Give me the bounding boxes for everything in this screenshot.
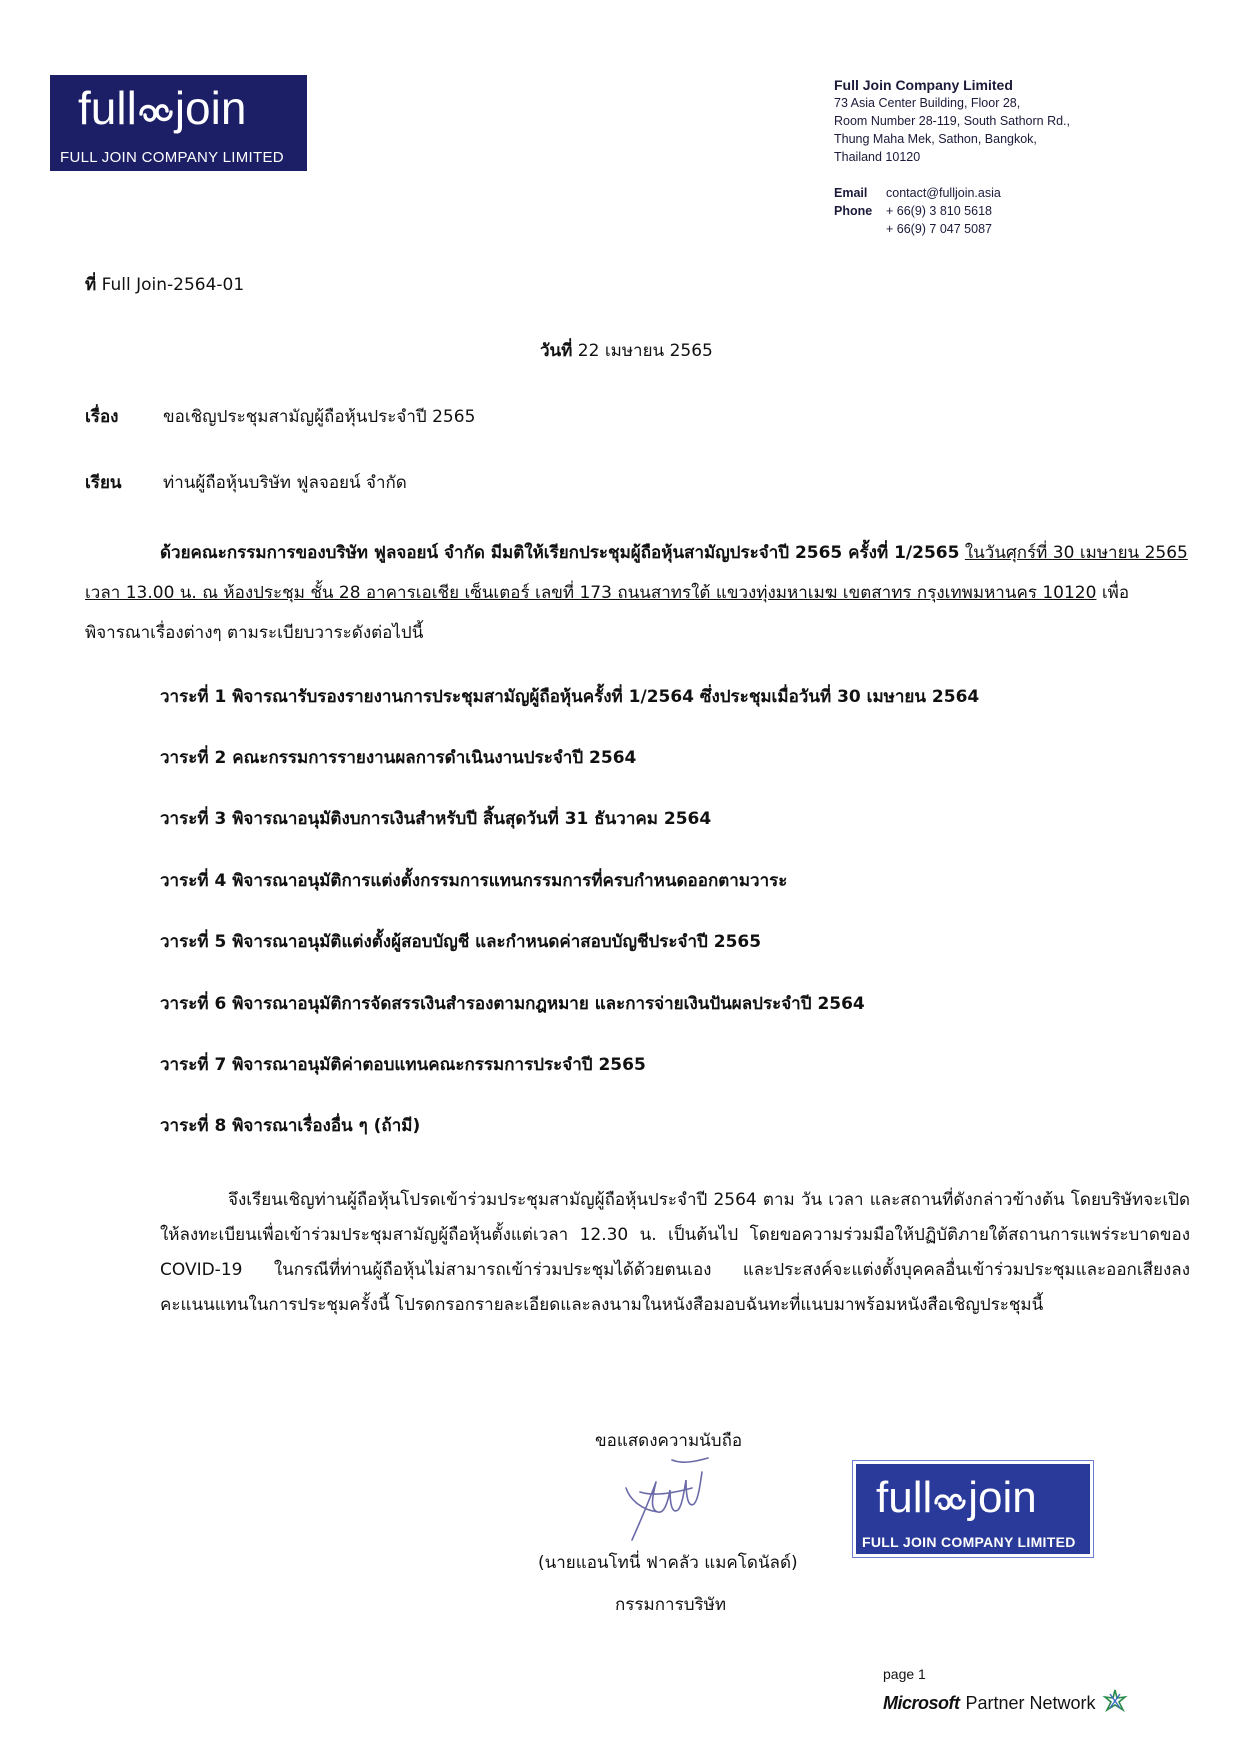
agenda-item: วาระที่ 5 พิจารณาอนุมัติแต่งตั้งผู้สอบบัญชี และกำหนดค่าสอบบัญชีประจำปี 2565 — [160, 932, 762, 952]
meeting-details: ในวันศุกร์ที่ 30 เมษายน 2565 เวลา 13.00 น. ณ ห้องประชุม ชั้น 28 อาคารเอเชีย เซ็นเตอร์ เลขที่ 173 ถนนสาทรใต้ แขวงทุ่งมหาเมฆ เขตสาทร กรุงเทพมหานคร 10120 — [85, 543, 1188, 603]
agenda-item: วาระที่ 6 พิจารณาอนุมัติการจัดสรรเงินสำรองตามกฎหมาย และการจ่ายเงินปันผลประจำปี 2564 — [160, 994, 865, 1014]
closing-text: จึงเรียนเชิญท่านผู้ถือหุ้นโปรดเข้าร่วมประชุมสามัญผู้ถือหุ้นประจำปี 2564 ตาม วัน เวลา และสถานที่ดังกล่าวข้างต้น โดยบริษัทจะเปิดให้ลงทะเบียนเพื่อเข้าร่วมประชุมสามัญผู้ถือหุ้นตั้งแต่เวลา 12.30 น. เป็นต้นไป โดยขอความร่วมมือให้ปฏิบัติภายใต้สถานการแพร่ระบาดของ COVID-19 ในกรณีที่ท่านผู้ถือหุ้นไม่สามารถเข้าร่วมประชุมได้ด้วยตนเอง และประสงค์จะแต่งตั้งบุคคลอื่นเข้าร่วมประชุมและออกเสียงลงคะแนนแทนในการประชุมครั้งนี้ โปรดกรอกรายละเอียดและลงนามในหนังสือมอบฉันทะที่แนบมาพร้อมหนังสือเชิญประชุมนี้ — [160, 1190, 1190, 1315]
logo-word-left: full — [78, 82, 137, 134]
agenda-item: วาระที่ 1 พิจารณารับรองรายงานการประชุมสามัญผู้ถือหุ้นครั้งที่ 1/2564 ซึ่งประชุมเมื่อวันที่ 30 เมษายน 2564 — [160, 687, 980, 707]
email-value[interactable]: contact@fulljoin.asia — [886, 186, 1001, 200]
company-name: Full Join Company Limited — [834, 77, 1013, 93]
subject-value: ขอเชิญประชุมสามัญผู้ถือหุ้นประจำปี 2565 — [163, 407, 476, 427]
date-label: วันที่ — [540, 341, 573, 361]
recipient-label: เรียน — [85, 473, 122, 493]
regards-text: ขอแสดงความนับถือ — [595, 1431, 743, 1451]
partner-badge — [883, 1688, 1128, 1719]
handwritten-signature — [612, 1452, 722, 1552]
company-info — [834, 76, 1070, 238]
partner-star-icon — [1102, 1688, 1128, 1719]
logo-word-right: join — [968, 1473, 1037, 1522]
ref-value: Full Join-2564-01 — [101, 275, 245, 295]
phone-value: + 66(9) 7 047 5087 — [886, 222, 992, 236]
recipient-line — [85, 470, 407, 496]
logo-subtitle: FULL JOIN COMPANY LIMITED — [862, 1534, 1076, 1550]
logo-wordmark — [876, 1473, 1037, 1522]
logo-word-right: join — [174, 82, 247, 134]
closing-paragraph — [160, 1183, 1190, 1323]
address-line: 73 Asia Center Building, Floor 28, — [834, 96, 1021, 110]
agenda-item: วาระที่ 3 พิจารณาอนุมัติงบการเงินสำหรับปี สิ้นสุดวันที่ 31 ธันวาคม 2564 — [160, 809, 712, 829]
logo-link-icon — [932, 1480, 968, 1508]
subject-line — [85, 404, 475, 430]
date-line — [540, 338, 713, 364]
ref-label: ที่ — [85, 275, 97, 295]
logo-word-left: full — [876, 1473, 933, 1522]
reference-line — [85, 272, 244, 298]
phone-label: Phone — [834, 204, 873, 218]
address-line: Thung Maha Mek, Sathon, Bangkok, — [834, 132, 1037, 146]
agenda-item: วาระที่ 8 พิจารณาเรื่องอื่น ๆ (ถ้ามี) — [160, 1116, 421, 1136]
subject-label: เรื่อง — [85, 407, 119, 427]
page-number: page 1 — [883, 1666, 926, 1682]
agenda-item: วาระที่ 4 พิจารณาอนุมัติการแต่งตั้งกรรมการแทนกรรมการที่ครบกำหนดออกตามวาระ — [160, 871, 788, 891]
agenda-item: วาระที่ 2 คณะกรรมการรายงานผลการดำเนินงานประจำปี 2564 — [160, 748, 637, 768]
company-logo-bottom — [853, 1461, 1093, 1557]
signer-name: (นายแอนโทนี่ ฟาคลัว แมคโดนัลด์) — [538, 1553, 798, 1573]
email-label: Email — [834, 186, 868, 200]
logo-link-icon — [137, 89, 175, 119]
agenda-item: วาระที่ 7 พิจารณาอนุมัติค่าตอบแทนคณะกรรมการประจำปี 2565 — [160, 1055, 646, 1075]
recipient-value: ท่านผู้ถือหุ้นบริษัท ฟูลจอยน์ จำกัด — [163, 473, 407, 493]
address-line: Room Number 28-119, South Sathorn Rd., — [834, 114, 1071, 128]
date-value: 22 เมษายน 2565 — [577, 341, 713, 361]
intro-bold: ด้วยคณะกรรมการของบริษัท ฟูลจอยน์ จำกัด มีมติให้เรียกประชุมผู้ถือหุ้นสามัญประจำปี 2565 ครั้งที่ 1/2565 — [160, 543, 960, 563]
company-logo — [50, 75, 307, 171]
intro-tail: เพื่อพิจารณาเรื่องต่างๆ ตามระเบียบวาระดังต่อไปนี้ — [85, 583, 1130, 643]
address-line: Thailand 10120 — [834, 150, 921, 164]
partner-text: Partner Network — [965, 1693, 1096, 1713]
intro-paragraph — [85, 533, 1190, 653]
partner-ms: Microsoft — [883, 1693, 960, 1713]
logo-subtitle: FULL JOIN COMPANY LIMITED — [60, 149, 284, 166]
logo-wordmark — [78, 82, 247, 134]
signer-position: กรรมการบริษัท — [615, 1595, 727, 1615]
phone-value: + 66(9) 3 810 5618 — [886, 204, 992, 218]
